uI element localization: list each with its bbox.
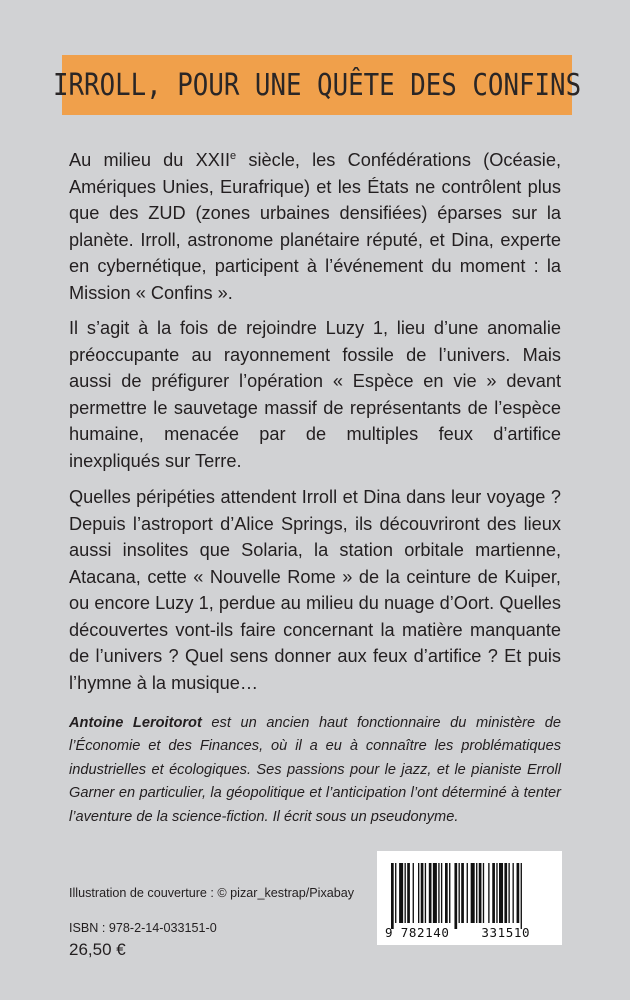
author-name: Antoine Leroitorot (69, 715, 202, 731)
barcode-bar (441, 863, 442, 923)
barcode-bar (476, 863, 477, 923)
barcode-bar (413, 863, 414, 923)
barcode (377, 851, 562, 945)
synopsis-paragraph-1 (69, 147, 561, 306)
barcode-bar (461, 863, 464, 923)
barcode-bar (504, 863, 507, 923)
barcode-bar (471, 863, 475, 923)
barcode-bar (454, 863, 457, 929)
barcode-bar (479, 863, 482, 923)
barcode-bar (421, 863, 424, 923)
barcode-right-group: 331510 (481, 925, 531, 940)
barcode-bars-icon (391, 863, 549, 929)
barcode-bar (405, 863, 406, 923)
barcode-bar (445, 863, 448, 923)
synopsis-text: siècle, les Confédérations (Océasie, Amériques Unies, Eurafrique) et les États ne contrôlent plus que des ZUD (zones urbaines densifiées) éparses sur la planète. Irroll, astronome planétaire réputé, et Dina, experte en cybernétique, participent à l’événement du moment : la Mission « Confins ». (69, 150, 561, 303)
barcode-bar (508, 863, 509, 923)
century-superscript: e (230, 149, 237, 162)
isbn: ISBN : 978-2-14-033151-0 (69, 921, 217, 935)
barcode-bar (517, 863, 520, 923)
barcode-bar (418, 863, 419, 923)
barcode-bar (467, 863, 468, 923)
barcode-bar (391, 863, 394, 929)
barcode-bar (513, 863, 514, 923)
barcode-bar (521, 863, 522, 929)
cover-illustration-credit: Illustration de couverture : © pizar_kestrap/Pixabay (69, 886, 355, 900)
barcode-bar (395, 863, 396, 923)
author-bio-text: est un ancien haut fonctionnaire du ministère de l’Économie et des Finances, où il a eu à connaître les problématiques industrielles et écologiques. Ses passions pour le jazz, et le pianiste Erroll Garner en particulier, la géopolitique et l’anticipation l’ont déterminé à tenter l’aventure de la science-fiction. Il écrit sous un pseudonyme. (69, 715, 561, 825)
barcode-bar (407, 863, 410, 923)
synopsis-text: Au milieu du XXII (69, 150, 231, 170)
barcode-bar (425, 863, 426, 923)
barcode-bar (399, 863, 403, 923)
barcode-bar (492, 863, 495, 923)
barcode-bar (433, 863, 437, 923)
barcode-bar (459, 863, 460, 923)
synopsis-paragraph-2: Il s’agit à la fois de rejoindre Luzy 1, lieu d’une anomalie préoccupante au rayonnement fossile de l’univers. Mais aussi de préfigurer l’opération « Espèce en vie » devant permettre le sauvetage massif de représentants de l’espèce humaine, menacée par de multiples feux d’artifice inexpliqués sur Terre. (69, 318, 561, 471)
price: 26,50 € (69, 940, 126, 959)
synopsis-paragraph-3: Quelles péripéties attendent Irroll et Dina dans leur voyage ? Depuis l’astroport d’Alice Springs, ils découvriront des lieux aussi insolites que Solaria, la station orbitale martienne, Atacana, cette « Nouvelle Rome » de la ceinture de Kuiper, ou encore Luzy 1, perdue au milieu du nuage d’Oort. Quelles découvertes vont-ils faire concernant la matière manquante de l’univers ? Quel sens donner aux feux d’artifice ? Et puis l’hymne à la musique… (69, 487, 561, 693)
author-bio (69, 712, 561, 829)
barcode-bar (496, 863, 497, 923)
barcode-left-group: 782140 (400, 925, 450, 940)
barcode-first-digit: 9 (385, 925, 393, 940)
barcode-bar (449, 863, 450, 923)
barcode-bar (488, 863, 489, 923)
barcode-bar (429, 863, 432, 923)
title-banner (52, 55, 582, 115)
book-title: IRROLL, POUR UNE QUÊTE DES CONFINS (52, 67, 582, 103)
barcode-bar (483, 863, 484, 923)
barcode-digits (385, 925, 560, 940)
barcode-bar (499, 863, 503, 923)
barcode-bar (438, 863, 439, 923)
